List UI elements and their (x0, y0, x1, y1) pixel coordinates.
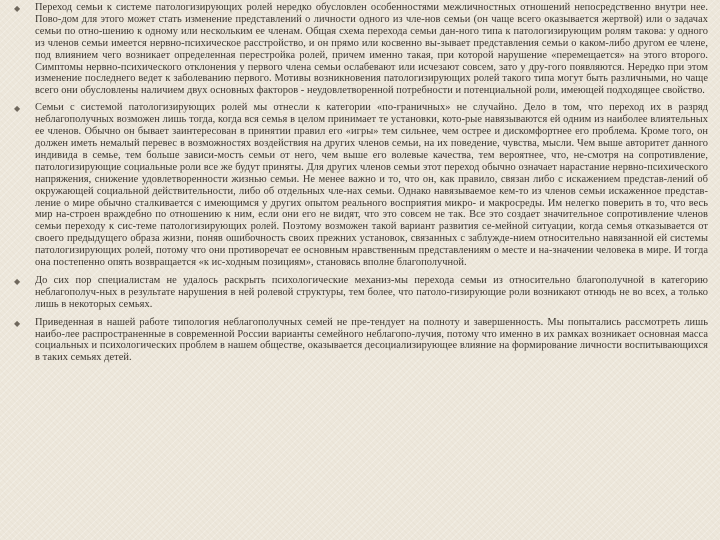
bullet-icon: ◆ (14, 276, 21, 286)
bullet-icon: ◆ (14, 318, 21, 328)
list-item (14, 102, 708, 269)
paragraph-text: До сих пор специалистам не удалось раскрыть психологические механиз-мы перехода семьи из относительно благополучной в категорию неблагополуч-ных в результате нарушения в ней ролевой структуры, тем более, что патоло-гизирующие роли возникают отнюдь не во всех, а только лишь в некоторых семьях. (35, 274, 708, 310)
paragraph-text: Приведенная в нашей работе типология неблагополучных семей не пре-тендует на полноту и завершенность. Мы попытались рассмотреть лишь наибо-лее распространенные в современной России варианты семейного неблагопо-лучия, потому что именно в их рамках возникает основная масса социальных и психологических проблем в нашем обществе, оказывается десоциализирующее влияние на формирование личности воспитывающихся в таких семьях детей. (35, 316, 708, 364)
list-item (14, 275, 708, 311)
paragraph-text: Семьи с системой патологизирующих ролей мы отнесли к категории «по-граничных» не случайно. Дело в том, что переход их в разряд неблагополучных возможен лишь тогда, когда вся семья в целом принимает те установки, кото-рые навязываются ей одним из наиболее влиятельных ее членов. Обычно он бывает заинтересован в принятии правил его «игры» тем сильнее, чем острее и дискомфортнее его проблема. Кроме того, он должен иметь немалый перевес в возможностях воздействия на других членов семьи, на их поведение, чувства, мысли. Чем выше авторитет данного индивида в семье, тем больше зависи-мость семьи от него, чем выше его волевые качества, тем вероятнее, что, не-смотря на сопротивление, патологизирующие социальные роли все же будут приняты. Для других членов семьи этот переход обычно означает нарастание нервно-психического напряжения, снижение удовлетворенности жизнью семьи. Не менее важно и то, что он, как правило, связан либо с искажением представ-лений об окружающей социальной действительности, либо об отдельных чле-нах семьи. Однако навязываемое кем-то из членов семьи искаженное представ-ление о мире обычно сталкивается с имеющимся у других опытом реального восприятия микро- и макросреды. Им нелегко поверить в то, что весь мир на-строен враждебно по отношению к ним, если они его не видят, что это совсем не так. Все это создает значительное сопротивление членов семьи переходу к сис-теме патологизирующих ролей. Поэтому возможен такой вариант развития се-мейной ситуации, когда семья отказывается от своего предыдущего образа жизни, поняв ошибочность своих прежних установок, связанных с заблужде-нием относительно навязанной ей системы патологизирующих ролей, потому что они противоречат ее основным нравственным представлениям о месте и на-значении человека в мире. И тогда она постепенно опять возвращается «к ис-ходным позициям», становясь вполне благополучной. (35, 102, 708, 269)
paragraph-text: Переход семьи к системе патологизирующих ролей нередко обусловлен особенностями межличностных отношений непосредственно внутри нее. Пово-дом для этого может стать изменение представлений о личности одного из чле-нов семьи (он чаще всего оказывается жертвой) или о задачах семьи по отно-шению к одному или нескольким ее членам. Общая схема перехода семьи дан-ного типа к патологизирующим ролям такова: у одного из членов семьи имеется нервно-психическое расстройство, и он прямо или косвенно вы-зывает представления семьи о каком-либо другом ее члене, под влиянием чего возникает определенная перестройка ролей, причем именно такая, при которой нарушение «перемещается» на этого второго. Симптомы нервно-психического отклонения у первого члена семьи ослабевают или исчезают совсем, зато у дру-гого появляются. Нередко при этом изменение последнего ведет к заболеванию первого. Мотивы возникновения патологизирующих ролей такого типа могут быть различными, но чаще всего они обусловлены наличием двух основных факторов - неудовлетворенной потребности и потенциальной роли, имеющей подходящее свойство. (35, 2, 708, 97)
list-item (14, 2, 708, 97)
list-item (14, 317, 708, 365)
bullet-icon: ◆ (14, 4, 21, 13)
bullet-list (14, 2, 708, 368)
bullet-icon: ◆ (14, 104, 21, 114)
